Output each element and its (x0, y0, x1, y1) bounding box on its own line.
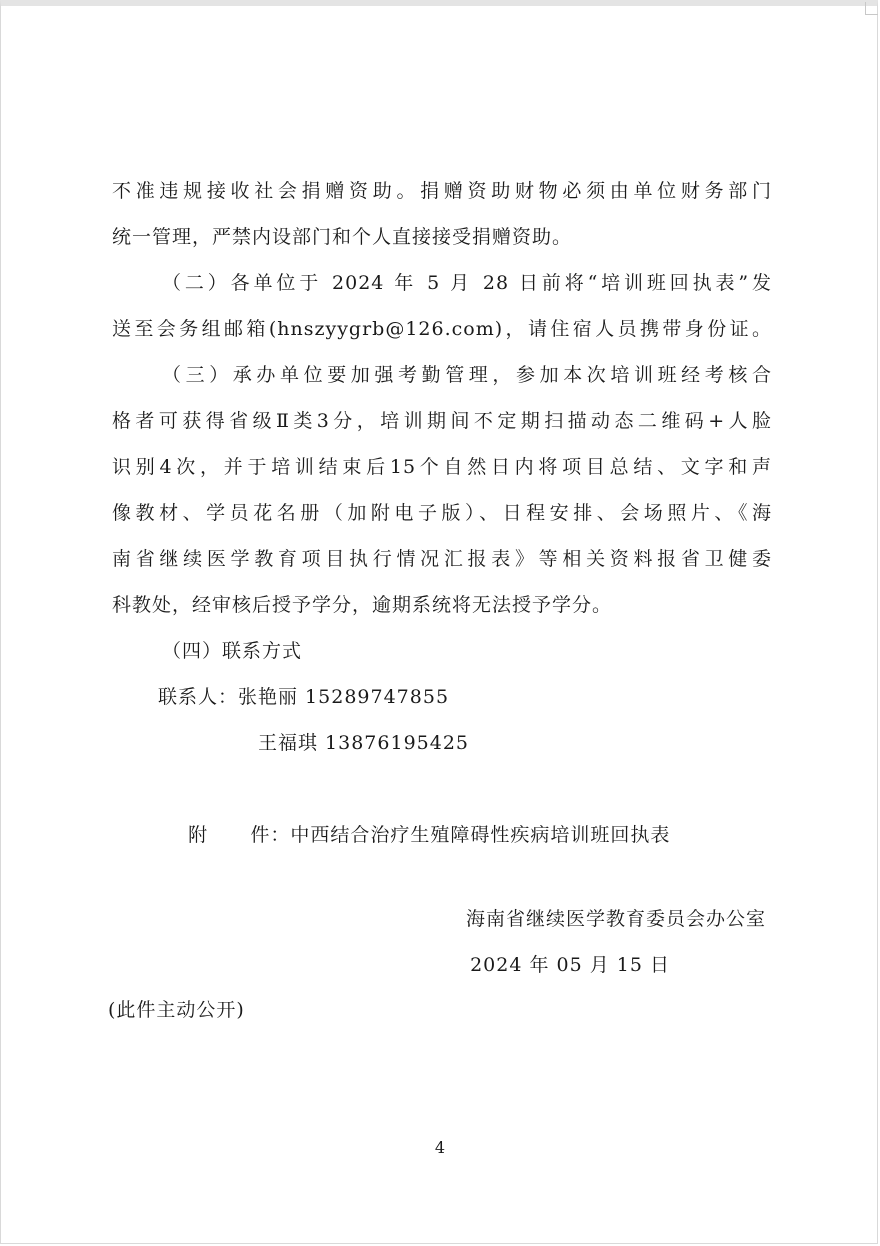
contact-person: 王福琪 13876195425 (258, 732, 470, 754)
signature-block (466, 896, 766, 988)
attachment-row (112, 766, 772, 846)
paragraph-line: 不准违规接收社会捐赠资助。捐赠资助财物必须由单位财务部门 (112, 180, 772, 202)
contact-person: 张艳丽 15289747855 (238, 686, 450, 708)
paragraph-line: （二）各单位于 2024 年 5 月 28 日前将“培训班回执表”发 (162, 272, 772, 294)
paragraph-line: 识别4次，并于培训结束后15个自然日内将项目总结、文字和声 (112, 456, 772, 478)
issue-date: 2024 年 05 月 15 日 (470, 954, 670, 976)
public-disclosure-note: (此件主动公开) (108, 999, 245, 1021)
section-heading-contact: （四）联系方式 (162, 640, 303, 662)
paragraph-line: 南省继续医学教育项目执行情况汇报表》等相关资料报省卫健委 (112, 548, 772, 570)
contact-row (112, 674, 772, 720)
paragraph-line: 统一管理，严禁内设部门和个人直接接受捐赠资助。 (112, 226, 573, 248)
paragraph-line: 像教材、学员花名册（加附电子版）、日程安排、会场照片、《海 (112, 502, 772, 524)
contact-row (112, 720, 772, 766)
paragraph-line: （三）承办单位要加强考勤管理，参加本次培训班经考核合 (162, 364, 772, 386)
document-body (112, 168, 772, 846)
paragraph-line: 科教处，经审核后授予学分，逾期系统将无法授予学分。 (112, 594, 613, 616)
page-corner-fold (865, 2, 878, 15)
paragraph-line: 送至会务组邮箱(hnszyygrb@126.com)，请住宿人员携带身份证。 (112, 318, 772, 340)
paragraph-line: 格者可获得省级Ⅱ类3分，培训期间不定期扫描动态二维码+人脸 (112, 410, 772, 432)
attachment-label: 附 件： (188, 824, 291, 846)
attachment-title: 中西结合治疗生殖障碍性疾病培训班回执表 (290, 824, 671, 846)
contact-label: 联系人： (158, 686, 239, 708)
page-number: 4 (434, 1138, 446, 1157)
issuing-office: 海南省继续医学教育委员会办公室 (465, 908, 766, 930)
